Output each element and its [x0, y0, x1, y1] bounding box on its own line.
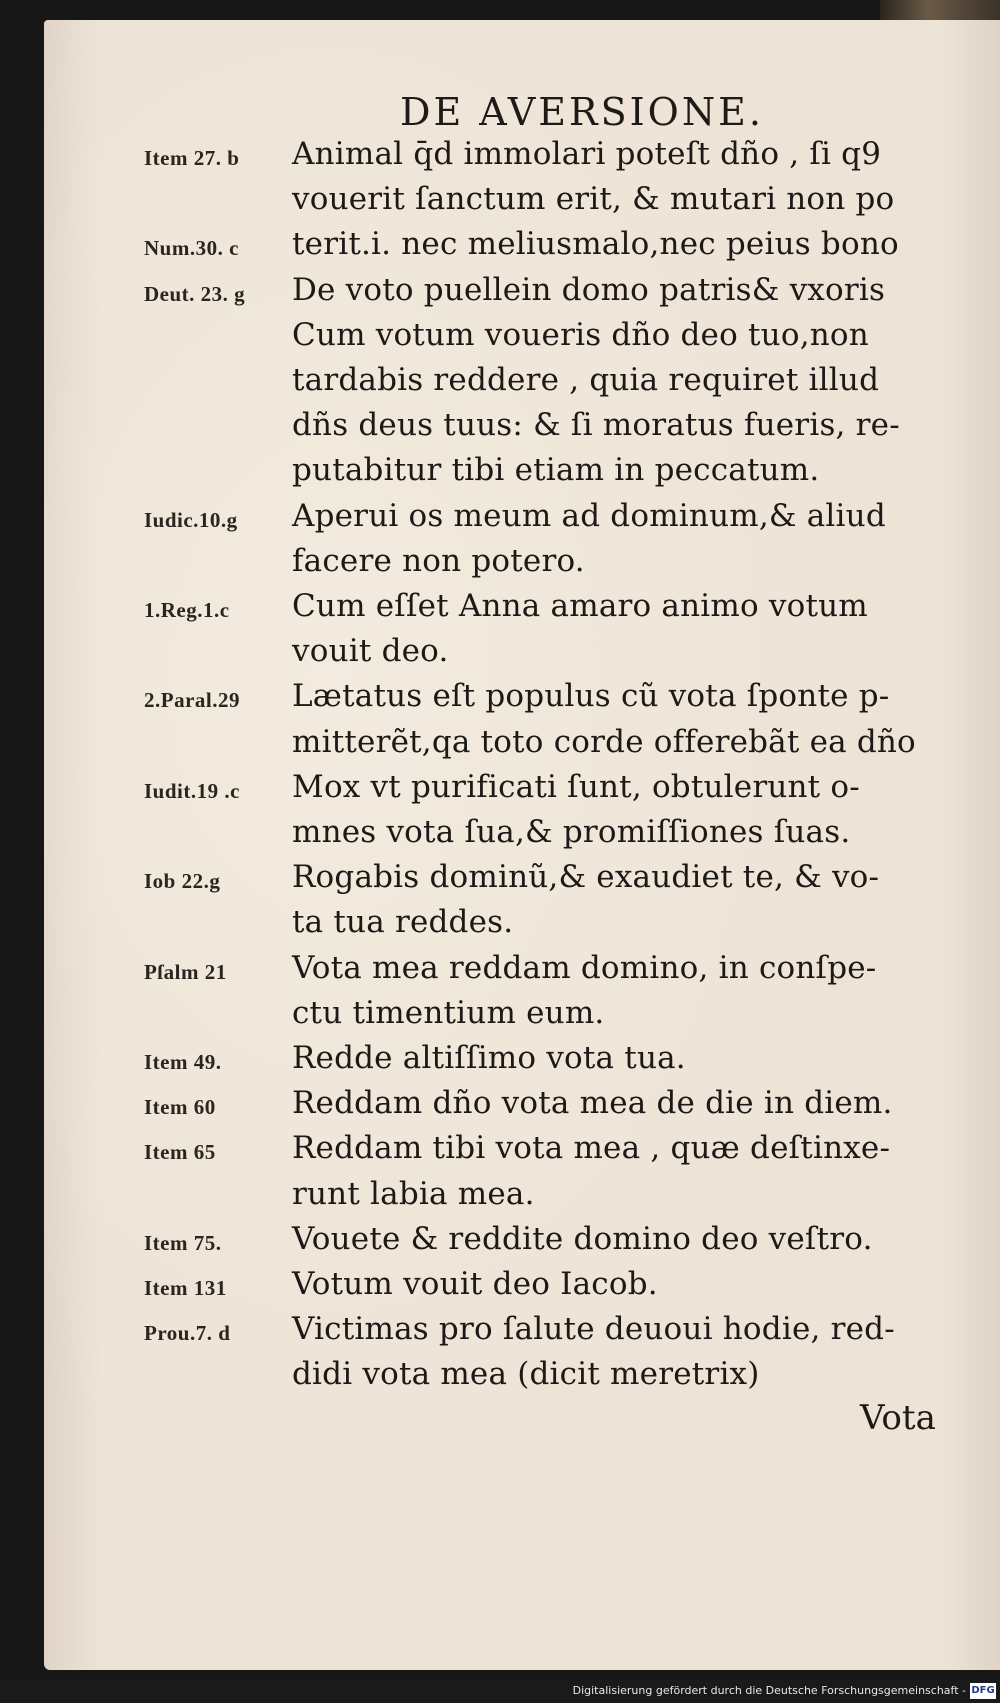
margin-reference: Item 60: [144, 1095, 216, 1120]
line-text: Rogabis dominũ,& exaudiet te, & vo-: [292, 859, 880, 896]
text-line: [0, 136, 1000, 182]
text-line: [0, 181, 1000, 227]
line-text: Vouete & reddite domino deo veſtro.: [292, 1220, 873, 1257]
text-line: [0, 995, 1000, 1041]
line-text: De voto puellein domo patris& vxoris: [292, 271, 886, 308]
text-line: [0, 814, 1000, 860]
line-text: runt labia mea.: [292, 1175, 535, 1212]
line-text: ctu timentium eum.: [292, 994, 605, 1031]
line-text: ta tua reddes.: [292, 904, 514, 941]
margin-reference: Prou.7. d: [144, 1321, 231, 1346]
line-text: tardabis reddere , quia requiret illud: [292, 362, 880, 398]
margin-reference: Deut. 23. g: [144, 281, 246, 306]
text-line: [0, 1176, 1000, 1222]
margin-reference: Num.30. c: [144, 236, 239, 261]
line-text: terit.i. nec meliusmalo,nec peius bono: [292, 226, 899, 263]
line-text: didi vota mea (dicit meretrix): [292, 1356, 760, 1393]
text-line: [0, 452, 1000, 498]
footer-credit: Digitalisierung gefördert durch die Deutsche Forschungsgemeinschaft -: [572, 1684, 966, 1697]
text-line: [0, 1085, 1000, 1131]
text-line: [0, 498, 1000, 544]
text-line: [0, 633, 1000, 679]
line-text: Reddam dño vota mea de die in diem.: [292, 1085, 893, 1122]
margin-reference: Item 75.: [144, 1230, 222, 1255]
margin-reference: Item 65: [144, 1140, 216, 1165]
text-line: [0, 724, 1000, 770]
line-text: Victimas pro ſalute deuoui hodie, red-: [292, 1311, 895, 1348]
line-text: Vota mea reddam domino, in conſpe-: [292, 949, 877, 986]
line-text: Aperui os meum ad dominum,& aliud: [292, 497, 886, 534]
text-line: [0, 1221, 1000, 1267]
dfg-logo-icon: DFG: [970, 1683, 996, 1699]
line-text: dñs deus tuus: & ſi moratus fueris, re-: [292, 407, 900, 444]
margin-reference: Iudic.10.g: [144, 507, 238, 532]
book-edge: [880, 0, 1000, 22]
text-line: [0, 317, 1000, 363]
margin-reference: Iudit.19 .c: [144, 778, 240, 803]
text-line: [0, 769, 1000, 815]
line-text: Cum votum voueris dño deo tuo,non: [292, 316, 869, 353]
line-text: Lætatus eſt populus cũ vota ſponte p-: [292, 678, 890, 715]
line-text: mnes vota ſua,& promiſſiones ſuas.: [292, 814, 851, 850]
line-text: vouit deo.: [292, 633, 449, 670]
margin-reference: Pſalm 21: [144, 959, 227, 984]
line-text: vouerit ſanctum erit, & mutari non po: [292, 181, 895, 218]
margin-reference: Item 49.: [144, 1050, 222, 1074]
text-line: [0, 226, 1000, 272]
text-line: [0, 1130, 1000, 1176]
running-head: DE AVERSIONE.: [400, 90, 764, 134]
line-text: Reddam tibi vota mea , quæ deſtinxe-: [292, 1130, 891, 1167]
margin-reference: 2.Paral.29: [144, 688, 240, 713]
text-line: [0, 678, 1000, 724]
catchword: Vota: [860, 1398, 936, 1438]
text-line: [0, 1266, 1000, 1312]
text-line: [0, 1356, 1000, 1402]
text-line: [0, 859, 1000, 905]
text-line: [0, 950, 1000, 996]
text-line: [0, 1040, 1000, 1086]
margin-reference: Item 27. b: [144, 146, 240, 170]
text-line: [0, 1311, 1000, 1357]
text-line: [0, 272, 1000, 318]
margin-reference: Item 131: [144, 1276, 227, 1300]
text-line: [0, 362, 1000, 408]
line-text: Redde altiſſimo vota tua.: [292, 1040, 686, 1076]
line-text: mitterẽt,qa toto corde offerebãt ea dño: [292, 723, 916, 760]
line-text: Cum eſſet Anna amaro animo votum: [292, 588, 868, 624]
text-line: [0, 588, 1000, 634]
margin-reference: 1.Reg.1.c: [144, 598, 230, 622]
line-text: Votum vouit deo Iacob.: [292, 1266, 658, 1302]
line-text: putabitur tibi etiam in peccatum.: [292, 452, 820, 489]
line-text: facere non potero.: [292, 542, 585, 579]
digitization-footer: [0, 1680, 1000, 1703]
text-line: [0, 543, 1000, 589]
margin-reference: Iob 22.g: [144, 869, 221, 894]
line-text: Mox vt purificati ſunt, obtulerunt o-: [292, 768, 860, 805]
line-text: Animal q̄d immolari poteſt dño , ſi q9: [292, 136, 882, 172]
text-line: [0, 904, 1000, 950]
text-line: [0, 407, 1000, 453]
